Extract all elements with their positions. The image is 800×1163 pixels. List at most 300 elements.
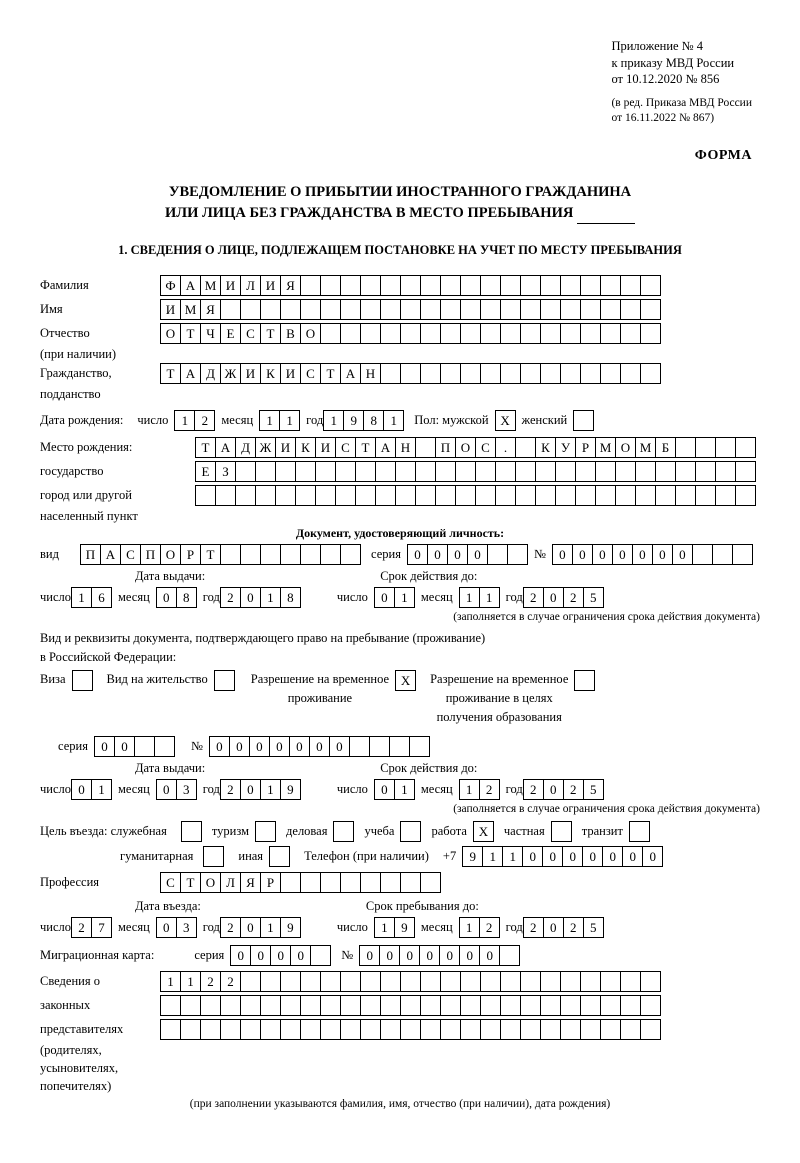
cell[interactable]: 9 — [462, 846, 483, 867]
cell[interactable] — [735, 461, 756, 482]
cell[interactable]: Д — [200, 363, 221, 384]
cell[interactable]: 0 — [379, 945, 400, 966]
cell[interactable] — [540, 323, 561, 344]
cell[interactable]: 0 — [562, 846, 583, 867]
cell[interactable] — [692, 544, 713, 565]
doc-series-input[interactable] — [407, 544, 528, 565]
cell[interactable] — [310, 945, 331, 966]
cell[interactable]: И — [280, 363, 301, 384]
cell[interactable]: Я — [240, 872, 261, 893]
cell[interactable] — [480, 971, 501, 992]
cell[interactable]: 1 — [459, 917, 480, 938]
cell[interactable] — [574, 670, 595, 691]
cell[interactable] — [320, 299, 341, 320]
cell[interactable]: Т — [180, 323, 201, 344]
cell[interactable] — [640, 275, 661, 296]
cell[interactable] — [580, 299, 601, 320]
birthplace-line-2[interactable] — [195, 461, 756, 482]
cell[interactable]: 0 — [642, 846, 663, 867]
cell[interactable] — [181, 821, 202, 842]
cell[interactable]: 0 — [329, 736, 350, 757]
cell[interactable]: 1 — [459, 779, 480, 800]
cell[interactable] — [355, 461, 376, 482]
cell[interactable]: 2 — [563, 917, 584, 938]
cell[interactable]: 0 — [269, 736, 290, 757]
cell[interactable] — [675, 485, 696, 506]
cell[interactable]: 2 — [220, 779, 241, 800]
cell[interactable]: Я — [200, 299, 221, 320]
cell[interactable]: 0 — [542, 846, 563, 867]
cell[interactable] — [300, 995, 321, 1016]
cell[interactable] — [340, 323, 361, 344]
cell[interactable]: 2 — [220, 971, 241, 992]
cell[interactable]: П — [140, 544, 161, 565]
mc-number-input[interactable] — [359, 945, 520, 966]
cell[interactable] — [420, 363, 441, 384]
cell[interactable]: 2 — [194, 410, 215, 431]
cell[interactable]: Р — [575, 437, 596, 458]
cell[interactable]: 2 — [563, 779, 584, 800]
cell[interactable] — [320, 995, 341, 1016]
cell[interactable]: Т — [160, 363, 181, 384]
cell[interactable]: 6 — [91, 587, 112, 608]
purpose-business-checkbox[interactable] — [333, 821, 354, 842]
cell[interactable]: 0 — [156, 917, 177, 938]
cell[interactable] — [400, 323, 421, 344]
doc-valid-year-input[interactable] — [523, 587, 604, 608]
cell[interactable]: 0 — [672, 544, 693, 565]
cell[interactable] — [154, 736, 175, 757]
cell[interactable] — [695, 461, 716, 482]
cell[interactable] — [340, 275, 361, 296]
cell[interactable] — [320, 275, 341, 296]
cell[interactable] — [235, 485, 256, 506]
cell[interactable] — [500, 323, 521, 344]
cell[interactable] — [551, 821, 572, 842]
cell[interactable] — [495, 485, 516, 506]
doc-type-input[interactable] — [80, 544, 361, 565]
cell[interactable]: 0 — [592, 544, 613, 565]
cell[interactable]: 3 — [176, 779, 197, 800]
cell[interactable] — [620, 995, 641, 1016]
permit-valid-year-input[interactable] — [523, 779, 604, 800]
cell[interactable]: К — [260, 363, 281, 384]
permit-series-input[interactable] — [94, 736, 175, 757]
cell[interactable]: П — [435, 437, 456, 458]
cell[interactable]: Л — [240, 275, 261, 296]
cell[interactable] — [540, 363, 561, 384]
cell[interactable]: Х — [473, 821, 494, 842]
cell[interactable] — [495, 461, 516, 482]
cell[interactable]: 0 — [309, 736, 330, 757]
cell[interactable]: Е — [220, 323, 241, 344]
cell[interactable] — [400, 299, 421, 320]
doc-valid-month-input[interactable] — [459, 587, 500, 608]
cell[interactable] — [255, 461, 276, 482]
cell[interactable]: 0 — [407, 544, 428, 565]
name-input[interactable] — [160, 299, 661, 320]
purpose-humanitarian-checkbox[interactable] — [203, 846, 224, 867]
cell[interactable] — [675, 461, 696, 482]
cell[interactable]: 1 — [374, 917, 395, 938]
cell[interactable]: 1 — [323, 410, 344, 431]
cell[interactable] — [300, 872, 321, 893]
cell[interactable] — [260, 971, 281, 992]
cell[interactable] — [715, 485, 736, 506]
cell[interactable]: 1 — [394, 587, 415, 608]
cell[interactable] — [520, 995, 541, 1016]
cell[interactable] — [560, 995, 581, 1016]
cell[interactable] — [340, 995, 361, 1016]
cell[interactable]: 2 — [71, 917, 92, 938]
cell[interactable]: К — [295, 437, 316, 458]
cell[interactable]: 0 — [270, 945, 291, 966]
cell[interactable] — [540, 971, 561, 992]
cell[interactable] — [580, 275, 601, 296]
cell[interactable] — [420, 323, 441, 344]
cell[interactable]: 9 — [343, 410, 364, 431]
cell[interactable] — [380, 363, 401, 384]
cell[interactable]: 0 — [439, 945, 460, 966]
cell[interactable] — [220, 299, 241, 320]
cell[interactable] — [535, 485, 556, 506]
cell[interactable] — [269, 846, 290, 867]
cell[interactable]: 2 — [220, 917, 241, 938]
cell[interactable] — [615, 461, 636, 482]
cell[interactable] — [640, 971, 661, 992]
cell[interactable]: Т — [195, 437, 216, 458]
cell[interactable] — [220, 1019, 241, 1040]
cell[interactable] — [580, 363, 601, 384]
birth-day-input[interactable] — [174, 410, 215, 431]
cell[interactable]: Р — [260, 872, 281, 893]
cell[interactable] — [400, 1019, 421, 1040]
cell[interactable]: 0 — [359, 945, 380, 966]
cell[interactable]: 2 — [523, 587, 544, 608]
cell[interactable] — [320, 872, 341, 893]
cell[interactable]: 1 — [160, 971, 181, 992]
cell[interactable]: 2 — [523, 917, 544, 938]
cell[interactable]: 0 — [572, 544, 593, 565]
cell[interactable]: Д — [235, 437, 256, 458]
cell[interactable]: 0 — [156, 587, 177, 608]
cell[interactable] — [440, 363, 461, 384]
cell[interactable] — [255, 485, 276, 506]
cell[interactable] — [480, 995, 501, 1016]
cell[interactable] — [400, 872, 421, 893]
cell[interactable] — [629, 821, 650, 842]
permit-issue-year-input[interactable] — [220, 779, 301, 800]
cell[interactable] — [460, 995, 481, 1016]
cell[interactable] — [732, 544, 753, 565]
cell[interactable]: 2 — [220, 587, 241, 608]
cell[interactable] — [520, 323, 541, 344]
cell[interactable] — [400, 363, 421, 384]
cell[interactable]: М — [180, 299, 201, 320]
cell[interactable] — [280, 544, 301, 565]
cell[interactable]: 0 — [114, 736, 135, 757]
cell[interactable]: 1 — [260, 779, 281, 800]
cell[interactable]: С — [300, 363, 321, 384]
visa-checkbox[interactable] — [72, 670, 93, 691]
cell[interactable] — [275, 461, 296, 482]
edu-residence-checkbox[interactable] — [574, 670, 595, 691]
cell[interactable] — [240, 544, 261, 565]
cell[interactable] — [575, 461, 596, 482]
cell[interactable] — [400, 995, 421, 1016]
purpose-other-checkbox[interactable] — [269, 846, 290, 867]
cell[interactable] — [380, 995, 401, 1016]
cell[interactable]: 0 — [602, 846, 623, 867]
cell[interactable] — [595, 485, 616, 506]
cell[interactable] — [160, 995, 181, 1016]
cell[interactable] — [260, 995, 281, 1016]
cell[interactable] — [620, 323, 641, 344]
cell[interactable]: 0 — [229, 736, 250, 757]
cell[interactable] — [134, 736, 155, 757]
cell[interactable] — [460, 275, 481, 296]
cell[interactable]: 0 — [582, 846, 603, 867]
cell[interactable] — [715, 461, 736, 482]
legal-line-2[interactable] — [160, 995, 661, 1016]
purpose-work-checkbox[interactable] — [473, 821, 494, 842]
cell[interactable] — [220, 995, 241, 1016]
cell[interactable] — [389, 736, 410, 757]
cell[interactable] — [415, 437, 436, 458]
cell[interactable]: У — [555, 437, 576, 458]
cell[interactable] — [520, 363, 541, 384]
cell[interactable]: 9 — [280, 779, 301, 800]
birthplace-line-1[interactable] — [195, 437, 756, 458]
cell[interactable] — [440, 995, 461, 1016]
cell[interactable]: Л — [220, 872, 241, 893]
cell[interactable] — [280, 299, 301, 320]
cell[interactable] — [415, 485, 436, 506]
cell[interactable]: Ж — [255, 437, 276, 458]
cell[interactable] — [475, 461, 496, 482]
cell[interactable]: О — [455, 437, 476, 458]
doc-valid-day-input[interactable] — [374, 587, 415, 608]
cell[interactable] — [600, 971, 621, 992]
cell[interactable] — [573, 410, 594, 431]
cell[interactable] — [300, 1019, 321, 1040]
cell[interactable]: 0 — [374, 779, 395, 800]
cell[interactable] — [500, 971, 521, 992]
cell[interactable] — [320, 1019, 341, 1040]
cell[interactable]: А — [340, 363, 361, 384]
doc-issue-month-input[interactable] — [156, 587, 197, 608]
permit-issue-month-input[interactable] — [156, 779, 197, 800]
cell[interactable] — [640, 1019, 661, 1040]
cell[interactable]: 0 — [419, 945, 440, 966]
cell[interactable]: 0 — [427, 544, 448, 565]
cell[interactable]: О — [160, 323, 181, 344]
cell[interactable] — [320, 544, 341, 565]
cell[interactable] — [535, 461, 556, 482]
cell[interactable] — [300, 275, 321, 296]
cell[interactable]: 1 — [279, 410, 300, 431]
cell[interactable]: 0 — [459, 945, 480, 966]
cell[interactable] — [195, 485, 216, 506]
cell[interactable]: С — [475, 437, 496, 458]
cell[interactable] — [655, 461, 676, 482]
cell[interactable]: Т — [260, 323, 281, 344]
cell[interactable] — [375, 485, 396, 506]
cell[interactable] — [360, 275, 381, 296]
mc-series-input[interactable] — [230, 945, 331, 966]
purpose-private-checkbox[interactable] — [551, 821, 572, 842]
cell[interactable] — [655, 485, 676, 506]
cell[interactable]: 1 — [174, 410, 195, 431]
cell[interactable]: 8 — [176, 587, 197, 608]
cell[interactable]: И — [260, 275, 281, 296]
sex-male-checkbox[interactable] — [495, 410, 516, 431]
cell[interactable] — [340, 1019, 361, 1040]
cell[interactable]: 0 — [612, 544, 633, 565]
cell[interactable] — [615, 485, 636, 506]
cell[interactable] — [600, 299, 621, 320]
cell[interactable] — [555, 461, 576, 482]
cell[interactable] — [240, 1019, 261, 1040]
cell[interactable] — [560, 299, 581, 320]
cell[interactable] — [580, 971, 601, 992]
cell[interactable]: А — [180, 275, 201, 296]
cell[interactable]: А — [180, 363, 201, 384]
cell[interactable] — [400, 971, 421, 992]
doc-issue-year-input[interactable] — [220, 587, 301, 608]
cell[interactable] — [560, 275, 581, 296]
cell[interactable] — [420, 995, 441, 1016]
cell[interactable]: 0 — [467, 544, 488, 565]
cell[interactable] — [520, 275, 541, 296]
cell[interactable] — [440, 971, 461, 992]
cell[interactable] — [255, 821, 276, 842]
purpose-service-checkbox[interactable] — [181, 821, 202, 842]
cell[interactable] — [540, 275, 561, 296]
cell[interactable]: 1 — [394, 779, 415, 800]
cell[interactable] — [580, 1019, 601, 1040]
entry-day-input[interactable] — [71, 917, 112, 938]
cell[interactable]: А — [100, 544, 121, 565]
cell[interactable] — [340, 971, 361, 992]
cell[interactable] — [360, 995, 381, 1016]
cell[interactable]: 8 — [280, 587, 301, 608]
cell[interactable]: Р — [180, 544, 201, 565]
cell[interactable] — [160, 1019, 181, 1040]
phone-input[interactable] — [462, 846, 663, 867]
cell[interactable]: П — [80, 544, 101, 565]
cell[interactable]: 0 — [290, 945, 311, 966]
cell[interactable]: 0 — [522, 846, 543, 867]
cell[interactable] — [620, 363, 641, 384]
cell[interactable] — [600, 363, 621, 384]
permit-issue-day-input[interactable] — [71, 779, 112, 800]
cell[interactable] — [480, 1019, 501, 1040]
cell[interactable] — [380, 971, 401, 992]
cell[interactable] — [487, 544, 508, 565]
cell[interactable] — [640, 299, 661, 320]
cell[interactable] — [575, 485, 596, 506]
cell[interactable] — [380, 323, 401, 344]
cell[interactable] — [260, 544, 281, 565]
cell[interactable] — [620, 971, 641, 992]
cell[interactable] — [395, 485, 416, 506]
cell[interactable]: 0 — [543, 917, 564, 938]
cell[interactable] — [280, 995, 301, 1016]
cell[interactable] — [600, 995, 621, 1016]
cell[interactable] — [460, 299, 481, 320]
cell[interactable]: Т — [200, 544, 221, 565]
cell[interactable]: И — [240, 363, 261, 384]
cell[interactable]: 0 — [652, 544, 673, 565]
cell[interactable] — [240, 299, 261, 320]
residence-permit-checkbox[interactable] — [214, 670, 235, 691]
cell[interactable]: 0 — [240, 779, 261, 800]
cell[interactable]: 0 — [156, 779, 177, 800]
stay-month-input[interactable] — [459, 917, 500, 938]
cell[interactable] — [540, 1019, 561, 1040]
entry-year-input[interactable] — [220, 917, 301, 938]
cell[interactable]: 0 — [374, 587, 395, 608]
cell[interactable] — [180, 1019, 201, 1040]
cell[interactable] — [420, 1019, 441, 1040]
cell[interactable]: 0 — [230, 945, 251, 966]
cell[interactable]: Ж — [220, 363, 241, 384]
cell[interactable] — [735, 485, 756, 506]
cell[interactable]: О — [200, 872, 221, 893]
cell[interactable]: Т — [180, 872, 201, 893]
cell[interactable]: 1 — [502, 846, 523, 867]
profession-input[interactable] — [160, 872, 441, 893]
cell[interactable] — [580, 995, 601, 1016]
cell[interactable] — [360, 872, 381, 893]
birth-month-input[interactable] — [259, 410, 300, 431]
cell[interactable] — [380, 872, 401, 893]
cell[interactable] — [455, 485, 476, 506]
cell[interactable]: 0 — [240, 587, 261, 608]
cell[interactable] — [555, 485, 576, 506]
cell[interactable]: И — [160, 299, 181, 320]
cell[interactable]: И — [315, 437, 336, 458]
cell[interactable] — [409, 736, 430, 757]
cell[interactable]: О — [160, 544, 181, 565]
cell[interactable] — [180, 995, 201, 1016]
cell[interactable] — [560, 363, 581, 384]
cell[interactable]: 1 — [259, 410, 280, 431]
cell[interactable] — [515, 437, 536, 458]
cell[interactable] — [240, 995, 261, 1016]
cell[interactable]: 1 — [260, 587, 281, 608]
cell[interactable] — [380, 1019, 401, 1040]
cell[interactable] — [475, 485, 496, 506]
sex-female-checkbox[interactable] — [573, 410, 594, 431]
cell[interactable]: 0 — [543, 779, 564, 800]
cell[interactable] — [340, 299, 361, 320]
cell[interactable] — [440, 1019, 461, 1040]
cell[interactable] — [640, 363, 661, 384]
cell[interactable]: 5 — [583, 917, 604, 938]
cell[interactable]: 9 — [280, 917, 301, 938]
cell[interactable]: 0 — [289, 736, 310, 757]
doc-number-input[interactable] — [552, 544, 753, 565]
cell[interactable]: . — [495, 437, 516, 458]
cell[interactable] — [460, 1019, 481, 1040]
patronymic-input[interactable] — [160, 323, 661, 344]
cell[interactable]: С — [120, 544, 141, 565]
cell[interactable] — [333, 821, 354, 842]
cell[interactable]: 1 — [180, 971, 201, 992]
cell[interactable] — [460, 363, 481, 384]
